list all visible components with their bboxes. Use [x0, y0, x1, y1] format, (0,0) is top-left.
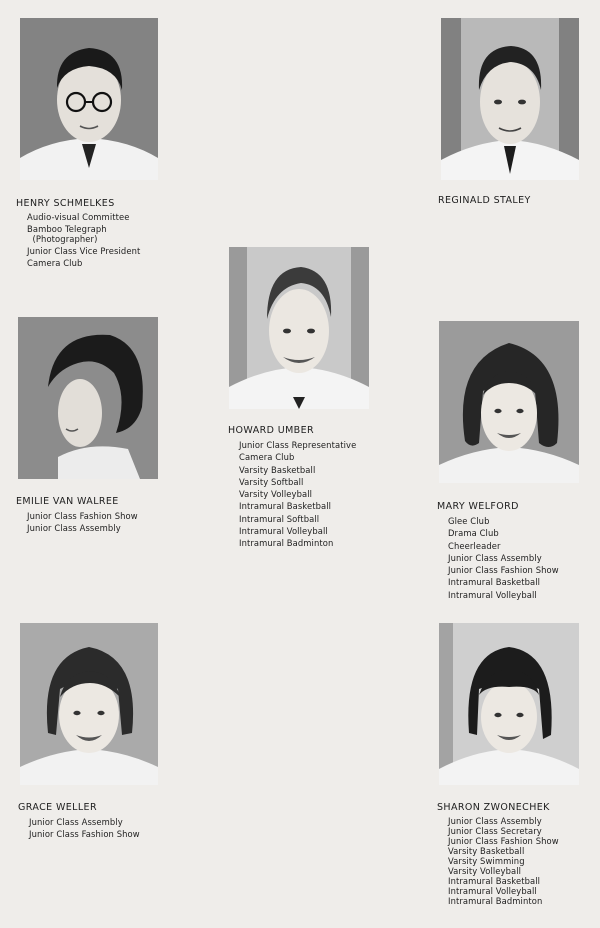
portrait-henry-schmelkes: [20, 18, 158, 180]
student-name: EMILIE VAN WALREE: [16, 496, 119, 507]
activity-item: Varsity Softball: [239, 476, 304, 487]
portrait-mary-welford: [439, 321, 579, 483]
activity-item: Intramural Badminton: [448, 896, 543, 906]
activity-item: Junior Class Secretary: [448, 826, 542, 836]
portrait-reginald-staley: [441, 18, 579, 180]
activity-item: Varsity Volleyball: [448, 866, 522, 876]
activity-item: Junior Class Assembly: [448, 816, 542, 826]
student-name: GRACE WELLER: [18, 802, 97, 813]
activity-item: (Photographer): [27, 234, 98, 244]
portrait-sharon-zwonechek: [439, 623, 579, 785]
entry-howard-umber: [228, 425, 356, 550]
activity-item: Varsity Swimming: [448, 856, 525, 866]
activity-item: Camera Club: [239, 452, 295, 463]
activity-item: Intramural Volleyball: [448, 886, 537, 896]
activity-list: [16, 510, 138, 535]
activity-item: Varsity Basketball: [239, 464, 316, 475]
activity-item: Junior Class Fashion Show: [29, 829, 140, 840]
activity-item: Junior Class Vice President: [27, 246, 141, 256]
activity-item: Drama Club: [448, 528, 499, 539]
activity-list: [437, 816, 559, 906]
student-name: HOWARD UMBER: [228, 425, 314, 436]
entry-mary-welford: [437, 501, 559, 601]
activity-item: Bamboo Telegraph: [27, 224, 107, 234]
entry-henry-schmelkes: [16, 198, 140, 268]
activity-item: Junior Class Fashion Show: [448, 565, 559, 576]
activity-list: [228, 439, 356, 550]
activity-item: Intramural Volleyball: [448, 589, 537, 600]
activity-item: Camera Club: [27, 258, 83, 268]
activity-item: Junior Class Fashion Show: [27, 511, 138, 521]
activity-item: Intramural Softball: [239, 513, 320, 524]
portrait-grace-weller: [20, 623, 158, 785]
activity-item: Cheerleader: [448, 540, 501, 551]
activity-item: Glee Club: [448, 516, 490, 526]
entry-sharon-zwonechek: [437, 802, 559, 906]
activity-list: [18, 816, 140, 841]
activity-item: Intramural Basketball: [239, 501, 332, 512]
activity-item: Varsity Basketball: [448, 846, 525, 856]
activity-item: Junior Class Assembly: [27, 523, 121, 534]
student-name: REGINALD STALEY: [438, 195, 531, 206]
activity-item: Intramural Badminton: [239, 538, 334, 549]
student-name: SHARON ZWONECHEK: [437, 802, 550, 813]
entry-grace-weller: [18, 802, 140, 841]
activity-item: Junior Class Representative: [239, 440, 357, 450]
activity-item: Intramural Volleyball: [239, 526, 328, 537]
entry-emilie-van-walree: [16, 496, 138, 535]
activity-list: [16, 212, 140, 268]
activity-item: Junior Class Assembly: [448, 552, 542, 563]
portrait-emilie-van-walree: [18, 317, 158, 479]
activity-list: [437, 515, 559, 601]
entry-reginald-staley: [438, 195, 531, 209]
activity-item: Varsity Volleyball: [239, 489, 313, 500]
portrait-howard-umber: [229, 247, 369, 409]
activity-item: Intramural Basketball: [448, 577, 541, 588]
activity-item: Intramural Basketball: [448, 876, 541, 886]
activity-item: Junior Class Fashion Show: [448, 836, 559, 846]
activity-item: Junior Class Assembly: [29, 817, 123, 827]
activity-item: Audio-visual Committee: [27, 212, 130, 222]
student-name: MARY WELFORD: [437, 501, 519, 512]
student-name: HENRY SCHMELKES: [16, 198, 115, 209]
